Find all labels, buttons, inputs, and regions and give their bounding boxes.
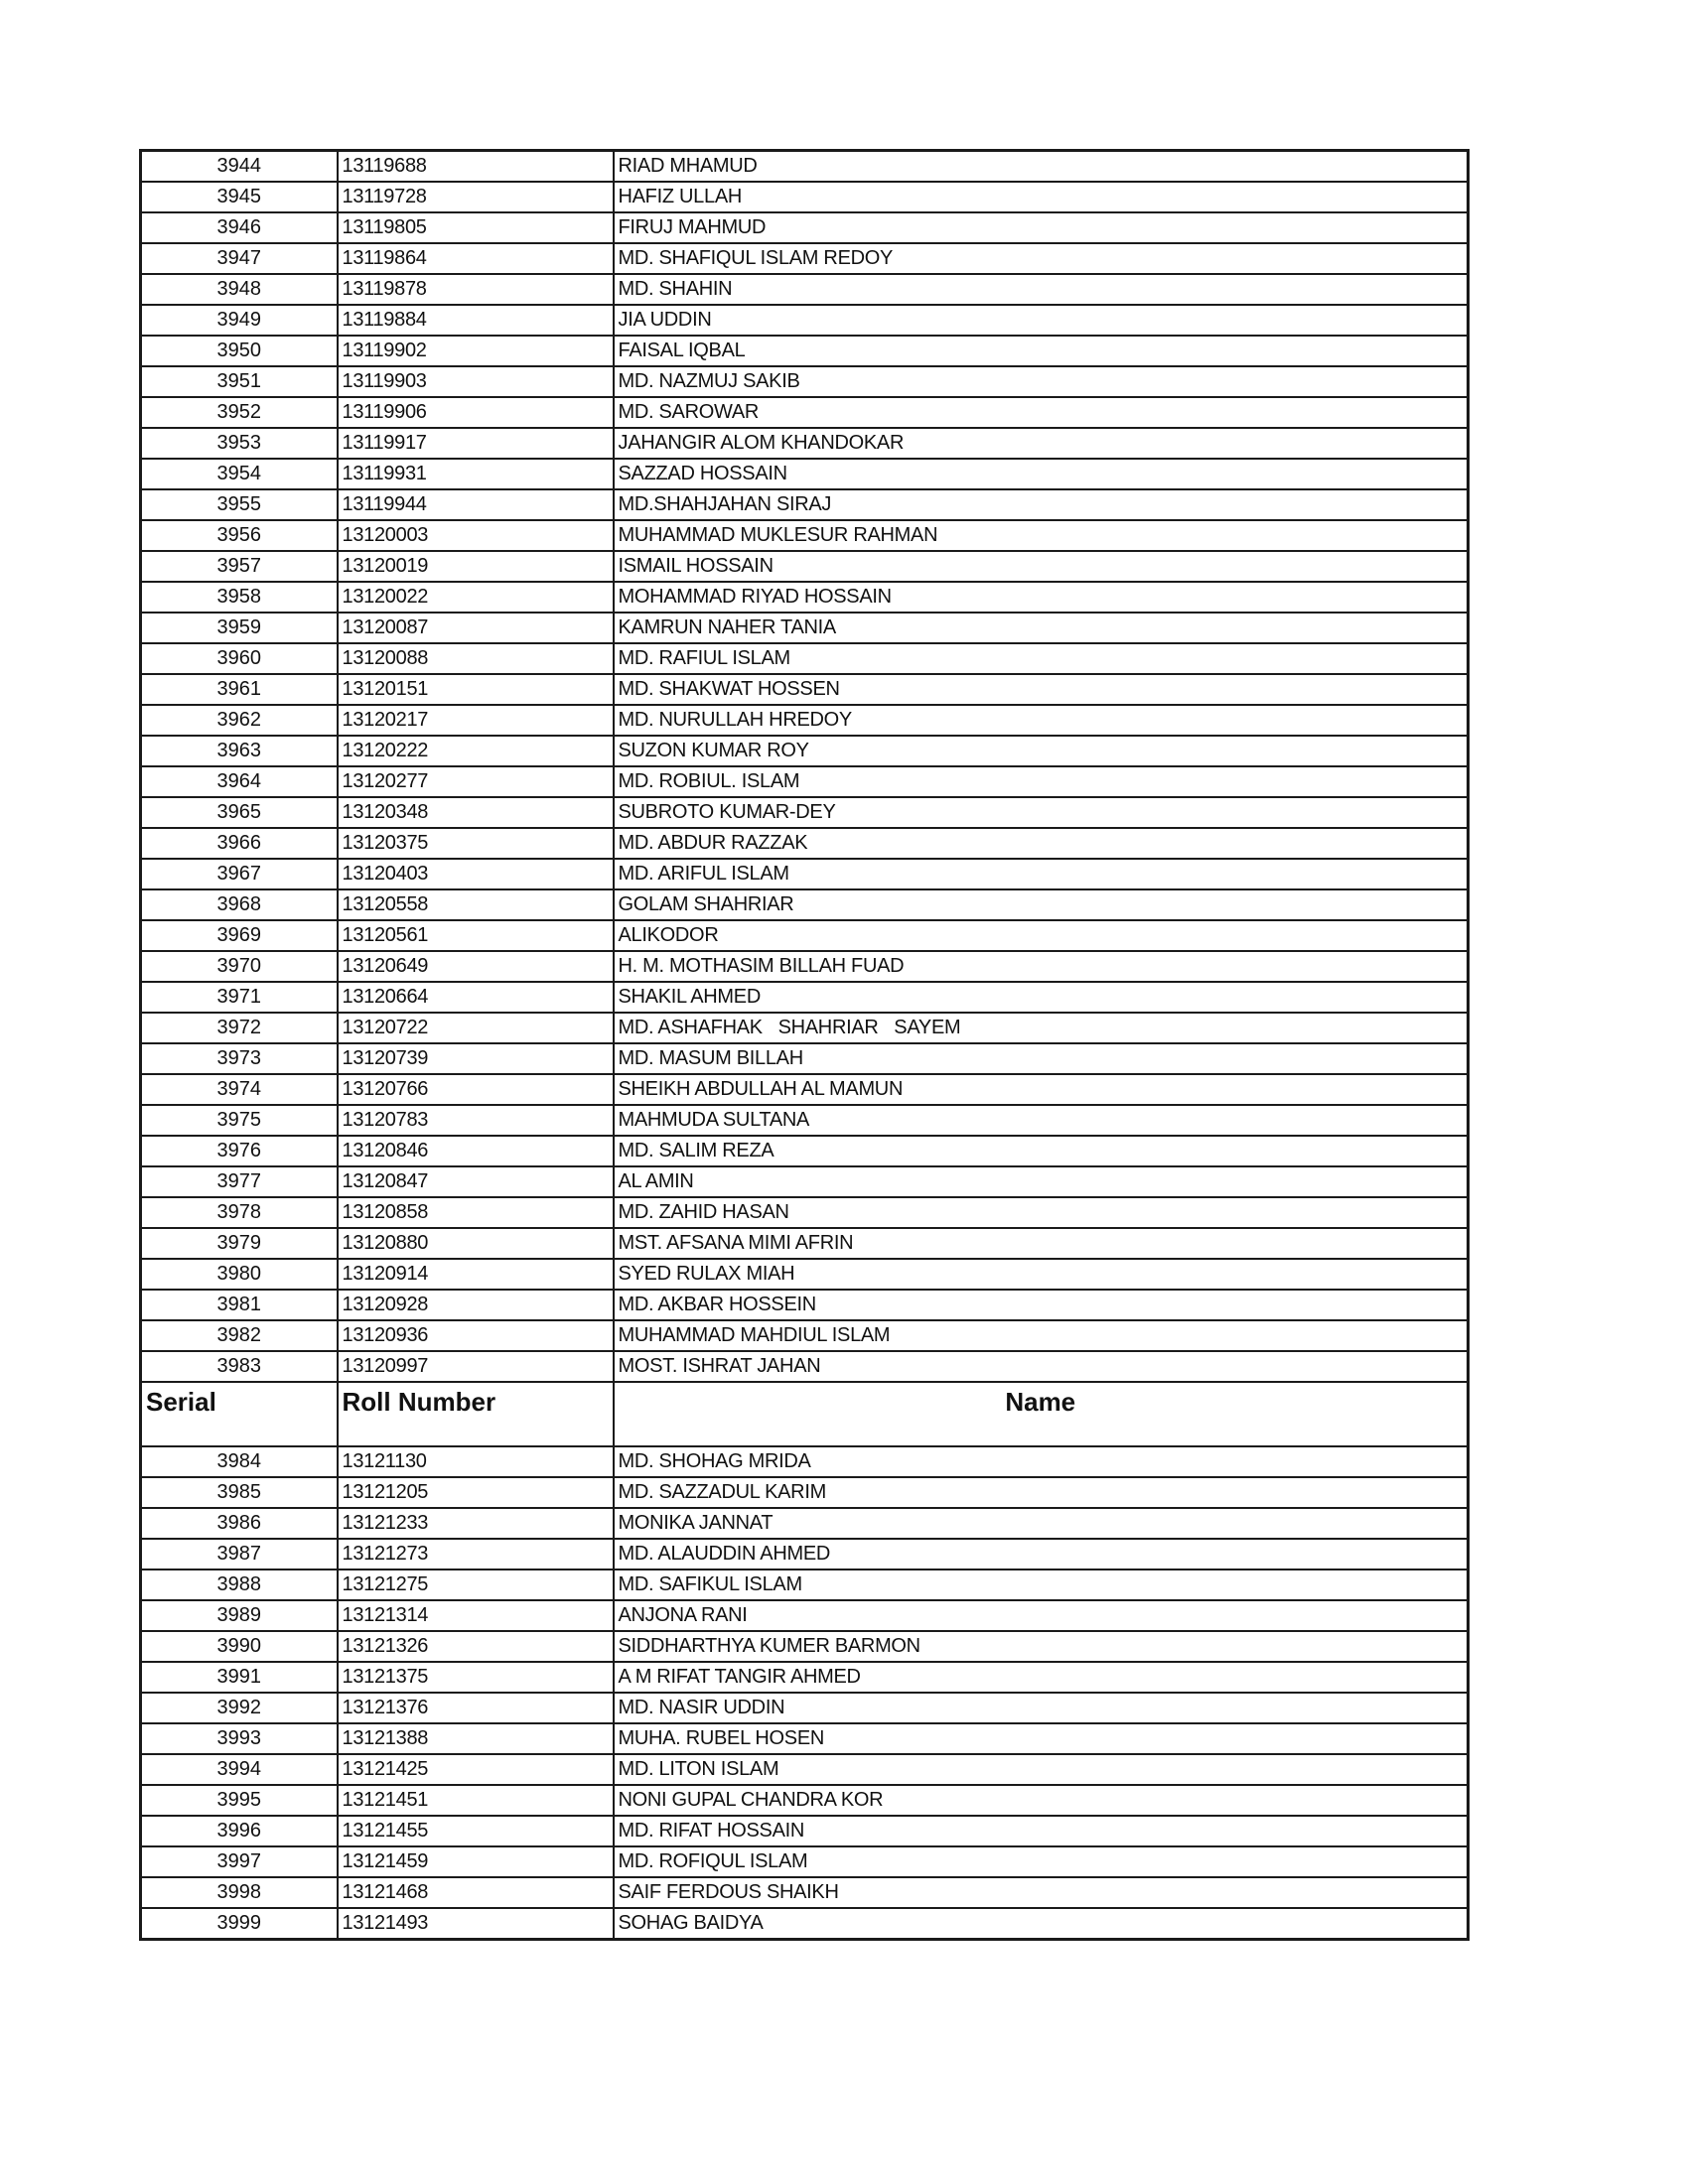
serial-cell: 3966 [141, 828, 338, 859]
serial-cell: 3969 [141, 920, 338, 951]
name-cell: MUHAMMAD MAHDIUL ISLAM [614, 1320, 1469, 1351]
table-row [141, 828, 1469, 859]
name-cell: GOLAM SHAHRIAR [614, 889, 1469, 920]
serial-cell: 3974 [141, 1074, 338, 1105]
name-cell: MUHAMMAD MUKLESUR RAHMAN [614, 520, 1469, 551]
serial-cell: 3978 [141, 1197, 338, 1228]
roll-number-cell: 13119931 [338, 459, 614, 489]
table-row [141, 736, 1469, 766]
serial-cell: 3975 [141, 1105, 338, 1136]
serial-cell: 3973 [141, 1043, 338, 1074]
roster-header [141, 1382, 1469, 1446]
table-row [141, 1074, 1469, 1105]
name-cell: ALIKODOR [614, 920, 1469, 951]
roll-number-cell: 13120739 [338, 1043, 614, 1074]
name-cell: JIA UDDIN [614, 305, 1469, 336]
header-roll-number: Roll Number [338, 1382, 614, 1446]
name-cell: MD. MASUM BILLAH [614, 1043, 1469, 1074]
serial-cell: 3989 [141, 1600, 338, 1631]
name-cell: MOST. ISHRAT JAHAN [614, 1351, 1469, 1382]
roll-number-cell: 13120222 [338, 736, 614, 766]
serial-cell: 3983 [141, 1351, 338, 1382]
serial-cell: 3954 [141, 459, 338, 489]
roll-number-cell: 13120858 [338, 1197, 614, 1228]
serial-cell: 3949 [141, 305, 338, 336]
table-row [141, 766, 1469, 797]
table-row [141, 182, 1469, 212]
name-cell: MD. SHOHAG MRIDA [614, 1446, 1469, 1477]
name-cell: MD. SAROWAR [614, 397, 1469, 428]
roll-number-cell: 13119688 [338, 151, 614, 183]
roll-number-cell: 13120928 [338, 1290, 614, 1320]
roll-number-cell: 13121326 [338, 1631, 614, 1662]
serial-cell: 3984 [141, 1446, 338, 1477]
roll-number-cell: 13121375 [338, 1662, 614, 1693]
header-row [141, 1382, 1469, 1446]
roll-number-cell: 13121130 [338, 1446, 614, 1477]
table-row [141, 613, 1469, 643]
name-cell: MOHAMMAD RIYAD HOSSAIN [614, 582, 1469, 613]
serial-cell: 3945 [141, 182, 338, 212]
table-row [141, 1290, 1469, 1320]
roll-number-cell: 13120003 [338, 520, 614, 551]
table-row [141, 1320, 1469, 1351]
serial-cell: 3997 [141, 1846, 338, 1877]
serial-cell: 3993 [141, 1723, 338, 1754]
serial-cell: 3968 [141, 889, 338, 920]
serial-cell: 3976 [141, 1136, 338, 1166]
name-cell: SAZZAD HOSSAIN [614, 459, 1469, 489]
roll-number-cell: 13121233 [338, 1508, 614, 1539]
table-row [141, 1043, 1469, 1074]
roll-number-cell: 13120277 [338, 766, 614, 797]
roll-number-cell: 13119864 [338, 243, 614, 274]
serial-cell: 3956 [141, 520, 338, 551]
table-row [141, 705, 1469, 736]
name-cell: SAIF FERDOUS SHAIKH [614, 1877, 1469, 1908]
name-cell: NONI GUPAL CHANDRA KOR [614, 1785, 1469, 1816]
roll-number-cell: 13120847 [338, 1166, 614, 1197]
name-cell: ANJONA RANI [614, 1600, 1469, 1631]
table-row [141, 1877, 1469, 1908]
name-cell: FIRUJ MAHMUD [614, 212, 1469, 243]
table-row [141, 889, 1469, 920]
header-name: Name [614, 1382, 1469, 1446]
serial-cell: 3959 [141, 613, 338, 643]
roster-rows-before [141, 151, 1469, 1383]
table-row [141, 336, 1469, 366]
roll-number-cell: 13121275 [338, 1570, 614, 1600]
table-row [141, 1351, 1469, 1382]
roll-number-cell: 13119878 [338, 274, 614, 305]
serial-cell: 3947 [141, 243, 338, 274]
table-row [141, 1508, 1469, 1539]
serial-cell: 3965 [141, 797, 338, 828]
table-row [141, 1693, 1469, 1723]
roll-number-cell: 13120558 [338, 889, 614, 920]
table-row [141, 366, 1469, 397]
table-row [141, 1723, 1469, 1754]
serial-cell: 3985 [141, 1477, 338, 1508]
name-cell: MUHA. RUBEL HOSEN [614, 1723, 1469, 1754]
name-cell: MD. LITON ISLAM [614, 1754, 1469, 1785]
serial-cell: 3987 [141, 1539, 338, 1570]
roll-number-cell: 13121455 [338, 1816, 614, 1846]
table-row [141, 1197, 1469, 1228]
roster-rows-after [141, 1446, 1469, 1940]
table-row [141, 151, 1469, 183]
table-row [141, 428, 1469, 459]
table-row [141, 489, 1469, 520]
name-cell: SHAKIL AHMED [614, 982, 1469, 1013]
table-row [141, 951, 1469, 982]
roll-number-cell: 13120914 [338, 1259, 614, 1290]
roll-number-cell: 13119906 [338, 397, 614, 428]
name-cell: SOHAG BAIDYA [614, 1908, 1469, 1940]
table-row [141, 212, 1469, 243]
table-row [141, 582, 1469, 613]
name-cell: MD. NASIR UDDIN [614, 1693, 1469, 1723]
table-row [141, 1846, 1469, 1877]
serial-cell: 3950 [141, 336, 338, 366]
name-cell: MD. ZAHID HASAN [614, 1197, 1469, 1228]
roll-number-cell: 13119903 [338, 366, 614, 397]
table-row [141, 1105, 1469, 1136]
name-cell: MAHMUDA SULTANA [614, 1105, 1469, 1136]
roll-number-cell: 13120019 [338, 551, 614, 582]
serial-cell: 3977 [141, 1166, 338, 1197]
name-cell: FAISAL IQBAL [614, 336, 1469, 366]
name-cell: MD. ALAUDDIN AHMED [614, 1539, 1469, 1570]
roll-number-cell: 13120997 [338, 1351, 614, 1382]
serial-cell: 3944 [141, 151, 338, 183]
name-cell: MD. NURULLAH HREDOY [614, 705, 1469, 736]
roll-number-cell: 13121459 [338, 1846, 614, 1877]
serial-cell: 3998 [141, 1877, 338, 1908]
name-cell: MD. RAFIUL ISLAM [614, 643, 1469, 674]
name-cell: H. M. MOTHASIM BILLAH FUAD [614, 951, 1469, 982]
table-row [141, 520, 1469, 551]
table-row [141, 1600, 1469, 1631]
name-cell: MD. NAZMUJ SAKIB [614, 366, 1469, 397]
roll-number-cell: 13119944 [338, 489, 614, 520]
name-cell: AL AMIN [614, 1166, 1469, 1197]
name-cell: JAHANGIR ALOM KHANDOKAR [614, 428, 1469, 459]
name-cell: SUBROTO KUMAR-DEY [614, 797, 1469, 828]
serial-cell: 3962 [141, 705, 338, 736]
serial-cell: 3955 [141, 489, 338, 520]
serial-cell: 3992 [141, 1693, 338, 1723]
name-cell: MD. AKBAR HOSSEIN [614, 1290, 1469, 1320]
roll-number-cell: 13120151 [338, 674, 614, 705]
table-row [141, 1539, 1469, 1570]
serial-cell: 3996 [141, 1816, 338, 1846]
name-cell: MD.SHAHJAHAN SIRAJ [614, 489, 1469, 520]
roll-number-cell: 13120722 [338, 1013, 614, 1043]
table-row [141, 859, 1469, 889]
table-row [141, 1570, 1469, 1600]
table-row [141, 1662, 1469, 1693]
serial-cell: 3991 [141, 1662, 338, 1693]
name-cell: MD. SAFIKUL ISLAM [614, 1570, 1469, 1600]
roll-number-cell: 13120217 [338, 705, 614, 736]
serial-cell: 3999 [141, 1908, 338, 1940]
table-row [141, 1228, 1469, 1259]
name-cell: MD. RIFAT HOSSAIN [614, 1816, 1469, 1846]
roll-number-cell: 13121468 [338, 1877, 614, 1908]
roll-number-cell: 13119902 [338, 336, 614, 366]
name-cell: MD. SHAHIN [614, 274, 1469, 305]
name-cell: MD. SALIM REZA [614, 1136, 1469, 1166]
table-row [141, 920, 1469, 951]
roll-number-cell: 13120022 [338, 582, 614, 613]
table-row [141, 1477, 1469, 1508]
serial-cell: 3964 [141, 766, 338, 797]
roster-table [139, 149, 1470, 1941]
serial-cell: 3960 [141, 643, 338, 674]
roll-number-cell: 13121451 [338, 1785, 614, 1816]
roll-number-cell: 13120649 [338, 951, 614, 982]
roll-number-cell: 13120375 [338, 828, 614, 859]
serial-cell: 3953 [141, 428, 338, 459]
table-row [141, 643, 1469, 674]
table-row [141, 1785, 1469, 1816]
name-cell: SUZON KUMAR ROY [614, 736, 1469, 766]
name-cell: HAFIZ ULLAH [614, 182, 1469, 212]
serial-cell: 3995 [141, 1785, 338, 1816]
table-row [141, 1816, 1469, 1846]
roll-number-cell: 13121388 [338, 1723, 614, 1754]
roll-number-cell: 13120561 [338, 920, 614, 951]
roll-number-cell: 13121425 [338, 1754, 614, 1785]
name-cell: SIDDHARTHYA KUMER BARMON [614, 1631, 1469, 1662]
roll-number-cell: 13120664 [338, 982, 614, 1013]
serial-cell: 3946 [141, 212, 338, 243]
table-row [141, 1259, 1469, 1290]
roll-number-cell: 13120088 [338, 643, 614, 674]
roll-number-cell: 13121314 [338, 1600, 614, 1631]
roll-number-cell: 13119884 [338, 305, 614, 336]
roll-number-cell: 13120846 [338, 1136, 614, 1166]
table-row [141, 1446, 1469, 1477]
name-cell: MD. ROFIQUL ISLAM [614, 1846, 1469, 1877]
serial-cell: 3981 [141, 1290, 338, 1320]
table-row [141, 1013, 1469, 1043]
roll-number-cell: 13120087 [338, 613, 614, 643]
roll-number-cell: 13119805 [338, 212, 614, 243]
roll-number-cell: 13121493 [338, 1908, 614, 1940]
roll-number-cell: 13121273 [338, 1539, 614, 1570]
table-row [141, 459, 1469, 489]
serial-cell: 3986 [141, 1508, 338, 1539]
table-row [141, 1754, 1469, 1785]
table-row [141, 797, 1469, 828]
name-cell: A M RIFAT TANGIR AHMED [614, 1662, 1469, 1693]
serial-cell: 3980 [141, 1259, 338, 1290]
roll-number-cell: 13120348 [338, 797, 614, 828]
name-cell: MD. SHAFIQUL ISLAM REDOY [614, 243, 1469, 274]
serial-cell: 3957 [141, 551, 338, 582]
table-row [141, 1136, 1469, 1166]
name-cell: ISMAIL HOSSAIN [614, 551, 1469, 582]
serial-cell: 3971 [141, 982, 338, 1013]
table-row [141, 243, 1469, 274]
name-cell: MD. SAZZADUL KARIM [614, 1477, 1469, 1508]
name-cell: MST. AFSANA MIMI AFRIN [614, 1228, 1469, 1259]
serial-cell: 3972 [141, 1013, 338, 1043]
name-cell: SHEIKH ABDULLAH AL MAMUN [614, 1074, 1469, 1105]
serial-cell: 3948 [141, 274, 338, 305]
serial-cell: 3952 [141, 397, 338, 428]
roster-sheet [139, 149, 1467, 1941]
name-cell: MONIKA JANNAT [614, 1508, 1469, 1539]
roll-number-cell: 13121205 [338, 1477, 614, 1508]
table-row [141, 397, 1469, 428]
serial-cell: 3951 [141, 366, 338, 397]
name-cell: MD. ARIFUL ISLAM [614, 859, 1469, 889]
table-row [141, 305, 1469, 336]
roll-number-cell: 13119728 [338, 182, 614, 212]
serial-cell: 3958 [141, 582, 338, 613]
header-serial: Serial [141, 1382, 338, 1446]
table-row [141, 274, 1469, 305]
serial-cell: 3970 [141, 951, 338, 982]
table-row [141, 551, 1469, 582]
serial-cell: 3967 [141, 859, 338, 889]
name-cell: MD. ASHAFHAK SHAHRIAR SAYEM [614, 1013, 1469, 1043]
roll-number-cell: 13121376 [338, 1693, 614, 1723]
table-row [141, 1908, 1469, 1940]
roll-number-cell: 13120403 [338, 859, 614, 889]
name-cell: SYED RULAX MIAH [614, 1259, 1469, 1290]
name-cell: MD. ROBIUL. ISLAM [614, 766, 1469, 797]
serial-cell: 3963 [141, 736, 338, 766]
name-cell: KAMRUN NAHER TANIA [614, 613, 1469, 643]
name-cell: MD. ABDUR RAZZAK [614, 828, 1469, 859]
serial-cell: 3982 [141, 1320, 338, 1351]
roll-number-cell: 13119917 [338, 428, 614, 459]
roll-number-cell: 13120783 [338, 1105, 614, 1136]
serial-cell: 3961 [141, 674, 338, 705]
table-row [141, 982, 1469, 1013]
table-row [141, 674, 1469, 705]
roll-number-cell: 13120936 [338, 1320, 614, 1351]
roll-number-cell: 13120766 [338, 1074, 614, 1105]
roll-number-cell: 13120880 [338, 1228, 614, 1259]
table-row [141, 1631, 1469, 1662]
serial-cell: 3988 [141, 1570, 338, 1600]
name-cell: RIAD MHAMUD [614, 151, 1469, 183]
serial-cell: 3979 [141, 1228, 338, 1259]
serial-cell: 3990 [141, 1631, 338, 1662]
name-cell: MD. SHAKWAT HOSSEN [614, 674, 1469, 705]
serial-cell: 3994 [141, 1754, 338, 1785]
table-row [141, 1166, 1469, 1197]
